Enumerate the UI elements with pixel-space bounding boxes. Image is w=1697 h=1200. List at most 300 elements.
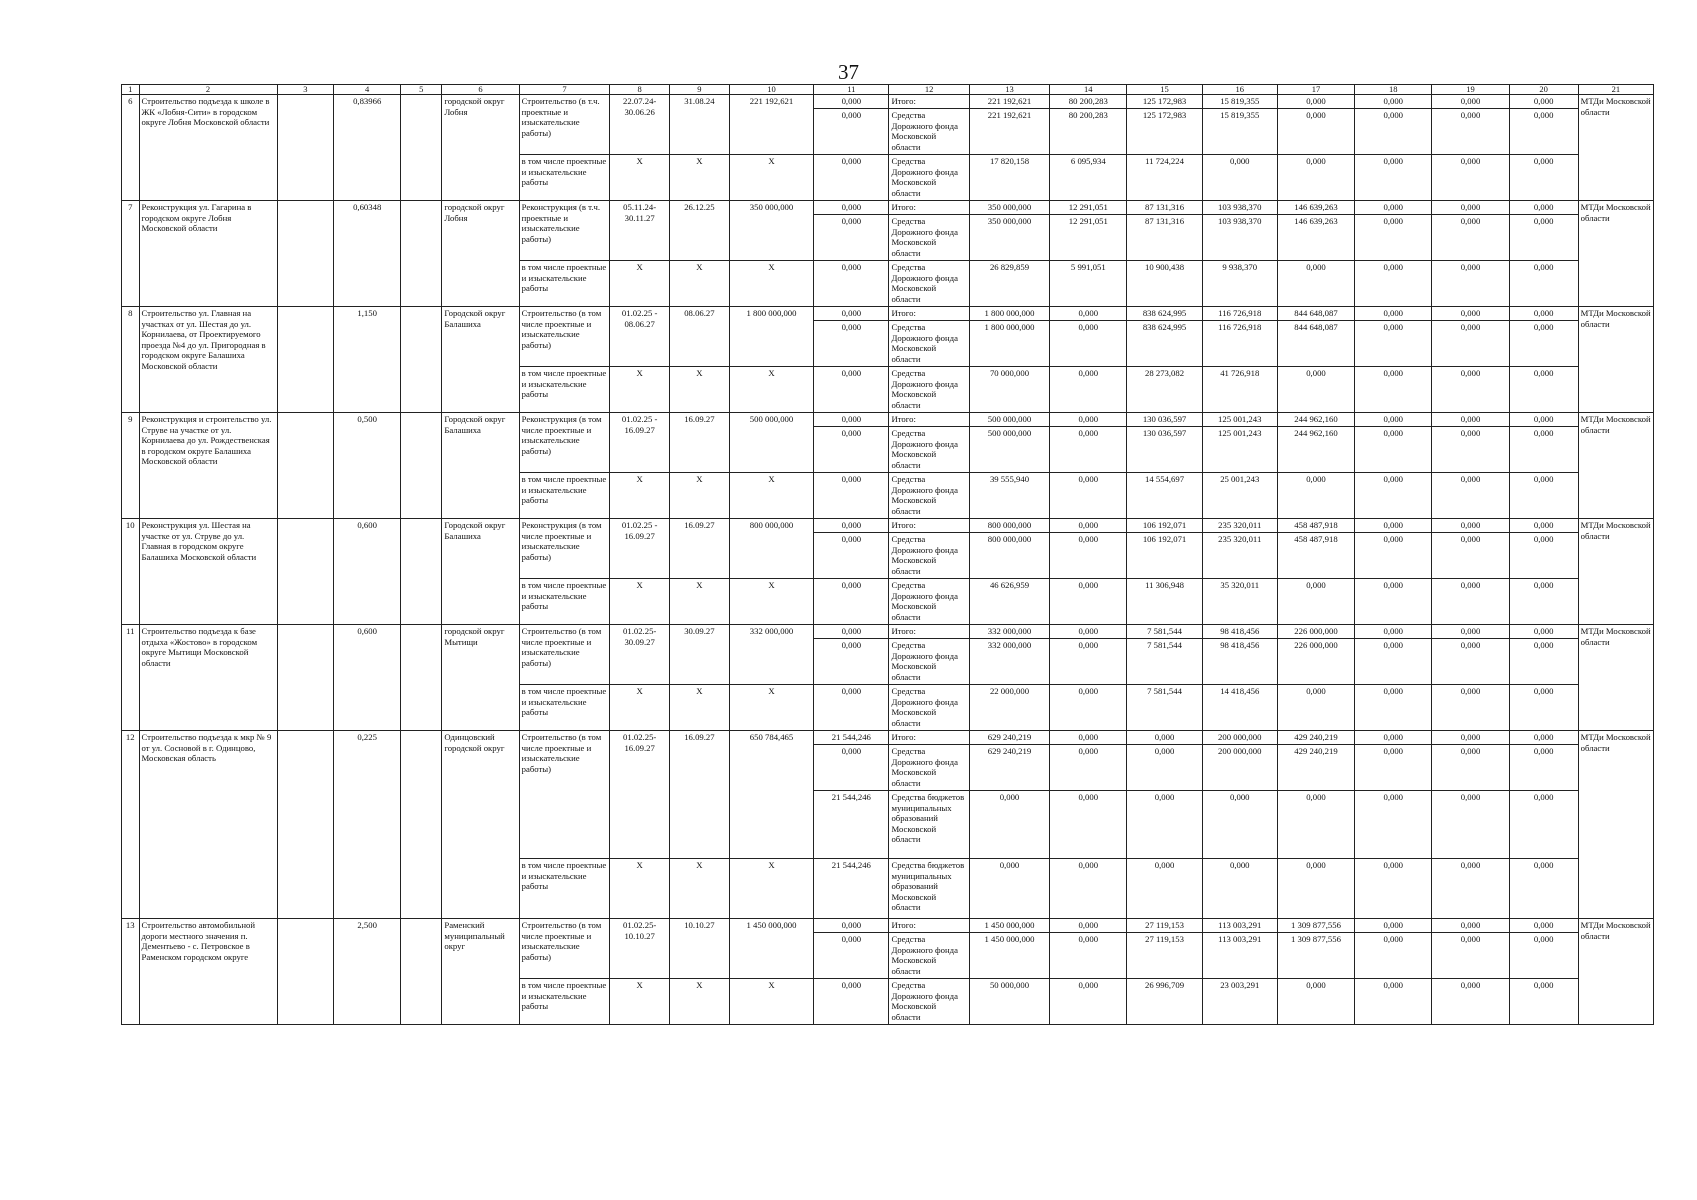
finance-value: 0,000 <box>1432 201 1509 215</box>
object-length: 0,500 <box>334 413 401 519</box>
executor: МТДи Московской области <box>1578 519 1653 625</box>
program-table <box>121 84 1654 1025</box>
finance-value: 0,000 <box>1277 95 1354 109</box>
finance-value: 0,000 <box>1432 427 1509 473</box>
finance-value: 146 639,263 <box>1277 215 1354 261</box>
municipality: Одинцовский городской округ <box>442 731 519 919</box>
design-works-label: в том числе проектные и изыскательские работы <box>519 473 610 519</box>
table-row <box>122 731 1654 745</box>
finance-value: 12 291,051 <box>1050 215 1127 261</box>
completion-date: 10.10.27 <box>670 919 730 979</box>
finance-col11: 0,000 <box>814 933 889 979</box>
finance-value: 1 309 877,556 <box>1277 933 1354 979</box>
not-applicable-mark: X <box>670 261 730 307</box>
finance-value: 103 938,370 <box>1202 201 1277 215</box>
object-name: Строительство подъезда к мкр № 9 от ул. Сосновой в г. Одинцово, Московская область <box>139 731 277 919</box>
finance-col11: 0,000 <box>814 307 889 321</box>
finance-col11: 0,000 <box>814 427 889 473</box>
column-number: 7 <box>519 85 610 95</box>
limit-value: 221 192,621 <box>729 95 813 155</box>
finance-value: 1 309 877,556 <box>1277 919 1354 933</box>
finance-value: 23 003,291 <box>1202 979 1277 1025</box>
finance-value: 500 000,000 <box>969 413 1049 427</box>
finance-value: 1 450 000,000 <box>969 933 1049 979</box>
finance-value: 0,000 <box>1432 859 1509 919</box>
finance-value: 9 938,370 <box>1202 261 1277 307</box>
row-number: 9 <box>122 413 140 519</box>
finance-value: 87 131,316 <box>1127 215 1202 261</box>
not-applicable-mark: X <box>610 859 670 919</box>
object-length: 0,600 <box>334 625 401 731</box>
finance-value: 0,000 <box>1509 859 1578 919</box>
executor: МТДи Московской области <box>1578 413 1653 519</box>
finance-value: 0,000 <box>969 791 1049 859</box>
finance-value: 1 800 000,000 <box>969 321 1049 367</box>
object-length: 0,225 <box>334 731 401 919</box>
executor: МТДи Московской области <box>1578 625 1653 731</box>
finance-value: 458 487,918 <box>1277 519 1354 533</box>
finance-value: 103 938,370 <box>1202 215 1277 261</box>
finance-value: 0,000 <box>1355 201 1432 215</box>
col-3-cell <box>277 731 334 919</box>
finance-col11: 0,000 <box>814 519 889 533</box>
work-type: Реконструкция (в т.ч. проектные и изыскательские работы) <box>519 201 610 261</box>
table-row <box>122 413 1654 427</box>
finance-value: 0,000 <box>1432 919 1509 933</box>
finance-value: 0,000 <box>1050 413 1127 427</box>
finance-source: Средства Дорожного фонда Московской области <box>889 473 969 519</box>
finance-col11: 0,000 <box>814 109 889 155</box>
finance-value: 25 001,243 <box>1202 473 1277 519</box>
finance-value: 26 996,709 <box>1127 979 1202 1025</box>
not-applicable-mark: X <box>670 367 730 413</box>
finance-value: 800 000,000 <box>969 519 1049 533</box>
finance-value: 0,000 <box>1509 533 1578 579</box>
finance-value: 0,000 <box>1432 933 1509 979</box>
finance-value: 0,000 <box>1509 919 1578 933</box>
finance-value: 0,000 <box>1050 579 1127 625</box>
column-number: 8 <box>610 85 670 95</box>
finance-value: 235 320,011 <box>1202 519 1277 533</box>
not-applicable-mark: X <box>729 261 813 307</box>
finance-col11: 0,000 <box>814 201 889 215</box>
col-5-cell <box>401 413 442 519</box>
limit-value: 1 800 000,000 <box>729 307 813 367</box>
finance-value: 0,000 <box>1432 109 1509 155</box>
finance-value: 0,000 <box>1355 933 1432 979</box>
not-applicable-mark: X <box>670 859 730 919</box>
finance-value: 0,000 <box>1050 919 1127 933</box>
finance-value: 0,000 <box>1432 625 1509 639</box>
finance-value: 130 036,597 <box>1127 413 1202 427</box>
row-number: 7 <box>122 201 140 307</box>
not-applicable-mark: X <box>729 979 813 1025</box>
finance-value: 80 200,283 <box>1050 95 1127 109</box>
finance-value: 113 003,291 <box>1202 919 1277 933</box>
municipality: городской округ Лобня <box>442 95 519 201</box>
design-works-label: в том числе проектные и изыскательские работы <box>519 367 610 413</box>
finance-value: 116 726,918 <box>1202 321 1277 367</box>
finance-value: 0,000 <box>1277 367 1354 413</box>
finance-value: 0,000 <box>1432 639 1509 685</box>
finance-value: 235 320,011 <box>1202 533 1277 579</box>
finance-value: 0,000 <box>1202 155 1277 201</box>
object-name: Строительство подъезда к базе отдыха «Жостово» в городском округе Мытищи Московской области <box>139 625 277 731</box>
limit-value: 1 450 000,000 <box>729 919 813 979</box>
finance-value: 0,000 <box>1355 533 1432 579</box>
not-applicable-mark: X <box>729 367 813 413</box>
limit-value: 650 784,465 <box>729 731 813 859</box>
finance-value: 0,000 <box>1432 519 1509 533</box>
finance-source: Средства Дорожного фонда Московской области <box>889 261 969 307</box>
finance-col11: 21 544,246 <box>814 859 889 919</box>
column-number: 11 <box>814 85 889 95</box>
row-number: 11 <box>122 625 140 731</box>
column-number: 13 <box>969 85 1049 95</box>
finance-value: 0,000 <box>1509 579 1578 625</box>
finance-value: 629 240,219 <box>969 731 1049 745</box>
finance-value: 0,000 <box>1355 791 1432 859</box>
object-length: 0,83966 <box>334 95 401 201</box>
finance-value: 12 291,051 <box>1050 201 1127 215</box>
object-name: Реконструкция ул. Гагарина в городском округе Лобня Московской области <box>139 201 277 307</box>
finance-value: 429 240,219 <box>1277 745 1354 791</box>
finance-value: 0,000 <box>1050 859 1127 919</box>
finance-value: 113 003,291 <box>1202 933 1277 979</box>
col-3-cell <box>277 307 334 413</box>
finance-value: 0,000 <box>1432 745 1509 791</box>
work-type: Строительство (в том числе проектные и изыскательские работы) <box>519 919 610 979</box>
finance-value: 0,000 <box>1050 473 1127 519</box>
finance-source: Средства Дорожного фонда Московской области <box>889 979 969 1025</box>
finance-source: Средства Дорожного фонда Московской области <box>889 685 969 731</box>
finance-col11: 21 544,246 <box>814 791 889 859</box>
not-applicable-mark: X <box>610 979 670 1025</box>
finance-value: 0,000 <box>1355 215 1432 261</box>
finance-value: 332 000,000 <box>969 639 1049 685</box>
finance-value: 0,000 <box>1277 979 1354 1025</box>
program-table-sheet <box>121 84 1654 1025</box>
finance-value: 7 581,544 <box>1127 685 1202 731</box>
finance-value: 844 648,087 <box>1277 307 1354 321</box>
finance-col11: 0,000 <box>814 745 889 791</box>
finance-col11: 0,000 <box>814 579 889 625</box>
finance-value: 0,000 <box>1355 859 1432 919</box>
finance-col11: 0,000 <box>814 155 889 201</box>
finance-value: 0,000 <box>1509 519 1578 533</box>
finance-value: 0,000 <box>1432 473 1509 519</box>
finance-col11: 0,000 <box>814 321 889 367</box>
finance-value: 0,000 <box>1432 731 1509 745</box>
finance-value: 0,000 <box>1202 859 1277 919</box>
finance-value: 629 240,219 <box>969 745 1049 791</box>
finance-value: 1 450 000,000 <box>969 919 1049 933</box>
completion-date: 16.09.27 <box>670 519 730 579</box>
finance-value: 0,000 <box>1050 307 1127 321</box>
object-name: Строительство ул. Главная на участках от ул. Шестая до ул. Корнилаева, от Проектируемого проезда №4 до ул. Пригородная в городском округе Балашиха Московской области <box>139 307 277 413</box>
finance-value: 98 418,456 <box>1202 639 1277 685</box>
finance-value: 0,000 <box>1277 261 1354 307</box>
finance-source: Средства Дорожного фонда Московской области <box>889 639 969 685</box>
finance-value: 0,000 <box>1277 109 1354 155</box>
finance-value: 28 273,082 <box>1127 367 1202 413</box>
finance-value: 0,000 <box>1127 791 1202 859</box>
column-number: 4 <box>334 85 401 95</box>
finance-col11: 0,000 <box>814 413 889 427</box>
finance-value: 0,000 <box>1509 639 1578 685</box>
design-works-label: в том числе проектные и изыскательские работы <box>519 261 610 307</box>
finance-value: 0,000 <box>1432 321 1509 367</box>
not-applicable-mark: X <box>670 979 730 1025</box>
finance-value: 0,000 <box>1355 95 1432 109</box>
column-number: 14 <box>1050 85 1127 95</box>
finance-value: 125 001,243 <box>1202 427 1277 473</box>
col-3-cell <box>277 95 334 201</box>
finance-source: Средства Дорожного фонда Московской области <box>889 367 969 413</box>
finance-source: Средства Дорожного фонда Московской области <box>889 321 969 367</box>
finance-value: 0,000 <box>1050 321 1127 367</box>
finance-col11: 0,000 <box>814 95 889 109</box>
finance-value: 6 095,934 <box>1050 155 1127 201</box>
finance-value: 0,000 <box>1432 579 1509 625</box>
column-number: 20 <box>1509 85 1578 95</box>
finance-value: 5 991,051 <box>1050 261 1127 307</box>
finance-source: Итого: <box>889 413 969 427</box>
finance-value: 0,000 <box>1355 109 1432 155</box>
finance-value: 332 000,000 <box>969 625 1049 639</box>
finance-value: 0,000 <box>1432 307 1509 321</box>
row-number: 13 <box>122 919 140 1025</box>
executor: МТДи Московской области <box>1578 201 1653 307</box>
finance-value: 0,000 <box>1509 791 1578 859</box>
finance-value: 0,000 <box>1277 685 1354 731</box>
not-applicable-mark: X <box>670 155 730 201</box>
table-row <box>122 307 1654 321</box>
finance-value: 35 320,011 <box>1202 579 1277 625</box>
work-dates: 01.02.25 - 16.09.27 <box>610 413 670 473</box>
completion-date: 30.09.27 <box>670 625 730 685</box>
col-5-cell <box>401 201 442 307</box>
finance-value: 0,000 <box>1355 745 1432 791</box>
finance-value: 106 192,071 <box>1127 533 1202 579</box>
col-3-cell <box>277 413 334 519</box>
finance-value: 7 581,544 <box>1127 639 1202 685</box>
finance-value: 0,000 <box>1050 625 1127 639</box>
finance-value: 0,000 <box>1432 685 1509 731</box>
finance-value: 350 000,000 <box>969 201 1049 215</box>
finance-value: 70 000,000 <box>969 367 1049 413</box>
finance-value: 0,000 <box>1355 321 1432 367</box>
finance-value: 0,000 <box>1432 533 1509 579</box>
work-type: Строительство (в том числе проектные и изыскательские работы) <box>519 307 610 367</box>
executor: МТДи Московской области <box>1578 307 1653 413</box>
completion-date: 16.09.27 <box>670 731 730 859</box>
table-row <box>122 95 1654 109</box>
row-number: 10 <box>122 519 140 625</box>
object-name: Строительство автомобильной дороги местного значения п. Дементьево - с. Петровское в Раменском городском округе <box>139 919 277 1025</box>
municipality: Городской округ Балашиха <box>442 519 519 625</box>
municipality: городской округ Лобня <box>442 201 519 307</box>
finance-value: 838 624,995 <box>1127 307 1202 321</box>
finance-value: 244 962,160 <box>1277 427 1354 473</box>
not-applicable-mark: X <box>670 473 730 519</box>
col-3-cell <box>277 519 334 625</box>
finance-source: Средства бюджетов муниципальных образований Московской области <box>889 791 969 859</box>
work-dates: 22.07.24-30.06.26 <box>610 95 670 155</box>
finance-value: 350 000,000 <box>969 215 1049 261</box>
finance-col11: 0,000 <box>814 685 889 731</box>
finance-source: Средства Дорожного фонда Московской области <box>889 579 969 625</box>
finance-value: 0,000 <box>1127 731 1202 745</box>
column-number: 2 <box>139 85 277 95</box>
finance-col11: 0,000 <box>814 473 889 519</box>
col-5-cell <box>401 919 442 1025</box>
finance-value: 0,000 <box>1355 579 1432 625</box>
finance-value: 87 131,316 <box>1127 201 1202 215</box>
finance-value: 0,000 <box>1509 367 1578 413</box>
finance-value: 0,000 <box>1509 321 1578 367</box>
design-works-label: в том числе проектные и изыскательские работы <box>519 579 610 625</box>
finance-col11: 21 544,246 <box>814 731 889 745</box>
finance-col11: 0,000 <box>814 367 889 413</box>
table-row <box>122 625 1654 639</box>
finance-source: Итого: <box>889 201 969 215</box>
page-number: 37 <box>838 60 859 84</box>
finance-value: 0,000 <box>1432 261 1509 307</box>
finance-value: 0,000 <box>1432 367 1509 413</box>
col-5-cell <box>401 95 442 201</box>
table-row <box>122 519 1654 533</box>
finance-value: 0,000 <box>1509 413 1578 427</box>
finance-col11: 0,000 <box>814 261 889 307</box>
finance-value: 0,000 <box>1509 215 1578 261</box>
finance-source: Итого: <box>889 919 969 933</box>
finance-value: 0,000 <box>1509 473 1578 519</box>
finance-source: Средства Дорожного фонда Московской области <box>889 215 969 261</box>
finance-value: 0,000 <box>1050 533 1127 579</box>
finance-value: 0,000 <box>1509 731 1578 745</box>
finance-value: 221 192,621 <box>969 95 1049 109</box>
finance-value: 0,000 <box>1202 791 1277 859</box>
finance-value: 15 819,355 <box>1202 109 1277 155</box>
col-5-cell <box>401 519 442 625</box>
finance-value: 39 555,940 <box>969 473 1049 519</box>
finance-source: Итого: <box>889 95 969 109</box>
finance-value: 500 000,000 <box>969 427 1049 473</box>
finance-value: 0,000 <box>1127 859 1202 919</box>
finance-value: 14 554,697 <box>1127 473 1202 519</box>
finance-value: 1 800 000,000 <box>969 307 1049 321</box>
finance-value: 0,000 <box>1050 639 1127 685</box>
design-works-label: в том числе проектные и изыскательские работы <box>519 979 610 1025</box>
limit-value: 800 000,000 <box>729 519 813 579</box>
finance-value: 0,000 <box>1509 95 1578 109</box>
finance-source: Средства Дорожного фонда Московской области <box>889 427 969 473</box>
finance-value: 0,000 <box>969 859 1049 919</box>
finance-value: 0,000 <box>1050 427 1127 473</box>
municipality: Городской округ Балашиха <box>442 307 519 413</box>
finance-value: 10 900,438 <box>1127 261 1202 307</box>
column-number: 6 <box>442 85 519 95</box>
finance-value: 0,000 <box>1355 155 1432 201</box>
not-applicable-mark: X <box>729 155 813 201</box>
finance-value: 800 000,000 <box>969 533 1049 579</box>
municipality: Городской округ Балашиха <box>442 413 519 519</box>
finance-value: 0,000 <box>1050 791 1127 859</box>
object-length: 0,60348 <box>334 201 401 307</box>
finance-col11: 0,000 <box>814 639 889 685</box>
finance-value: 226 000,000 <box>1277 625 1354 639</box>
finance-value: 0,000 <box>1509 109 1578 155</box>
finance-value: 0,000 <box>1277 791 1354 859</box>
finance-source: Итого: <box>889 731 969 745</box>
not-applicable-mark: X <box>729 859 813 919</box>
finance-source: Итого: <box>889 519 969 533</box>
work-dates: 01.02.25-10.10.27 <box>610 919 670 979</box>
finance-value: 0,000 <box>1432 95 1509 109</box>
finance-value: 0,000 <box>1355 919 1432 933</box>
finance-value: 0,000 <box>1050 745 1127 791</box>
finance-source: Средства Дорожного фонда Московской области <box>889 109 969 155</box>
finance-value: 0,000 <box>1432 979 1509 1025</box>
finance-col11: 0,000 <box>814 533 889 579</box>
finance-value: 0,000 <box>1509 685 1578 731</box>
design-works-label: в том числе проектные и изыскательские работы <box>519 859 610 919</box>
finance-value: 0,000 <box>1432 413 1509 427</box>
completion-date: 16.09.27 <box>670 413 730 473</box>
column-number: 9 <box>670 85 730 95</box>
finance-value: 0,000 <box>1050 685 1127 731</box>
finance-value: 0,000 <box>1509 933 1578 979</box>
work-type: Строительство (в т.ч. проектные и изыскательские работы) <box>519 95 610 155</box>
table-row <box>122 201 1654 215</box>
finance-value: 838 624,995 <box>1127 321 1202 367</box>
finance-value: 130 036,597 <box>1127 427 1202 473</box>
column-number: 17 <box>1277 85 1354 95</box>
finance-value: 0,000 <box>1277 579 1354 625</box>
executor: МТДи Московской области <box>1578 731 1653 919</box>
col-5-cell <box>401 731 442 919</box>
work-type: Реконструкция (в том числе проектные и изыскательские работы) <box>519 413 610 473</box>
finance-value: 0,000 <box>1355 427 1432 473</box>
finance-value: 125 172,983 <box>1127 109 1202 155</box>
finance-value: 0,000 <box>1509 745 1578 791</box>
not-applicable-mark: X <box>670 685 730 731</box>
finance-value: 458 487,918 <box>1277 533 1354 579</box>
work-type: Реконструкция (в том числе проектные и изыскательские работы) <box>519 519 610 579</box>
finance-value: 0,000 <box>1355 731 1432 745</box>
limit-value: 332 000,000 <box>729 625 813 685</box>
not-applicable-mark: X <box>729 685 813 731</box>
finance-value: 0,000 <box>1355 261 1432 307</box>
finance-value: 0,000 <box>1509 261 1578 307</box>
completion-date: 08.06.27 <box>670 307 730 367</box>
finance-value: 0,000 <box>1355 625 1432 639</box>
finance-value: 0,000 <box>1355 519 1432 533</box>
finance-value: 429 240,219 <box>1277 731 1354 745</box>
finance-value: 0,000 <box>1277 155 1354 201</box>
col-3-cell <box>277 201 334 307</box>
limit-value: 350 000,000 <box>729 201 813 261</box>
finance-value: 0,000 <box>1509 307 1578 321</box>
executor: МТДи Московской области <box>1578 919 1653 1025</box>
finance-value: 50 000,000 <box>969 979 1049 1025</box>
finance-value: 0,000 <box>1509 979 1578 1025</box>
finance-source: Итого: <box>889 625 969 639</box>
column-number: 19 <box>1432 85 1509 95</box>
finance-value: 0,000 <box>1509 155 1578 201</box>
col-3-cell <box>277 625 334 731</box>
